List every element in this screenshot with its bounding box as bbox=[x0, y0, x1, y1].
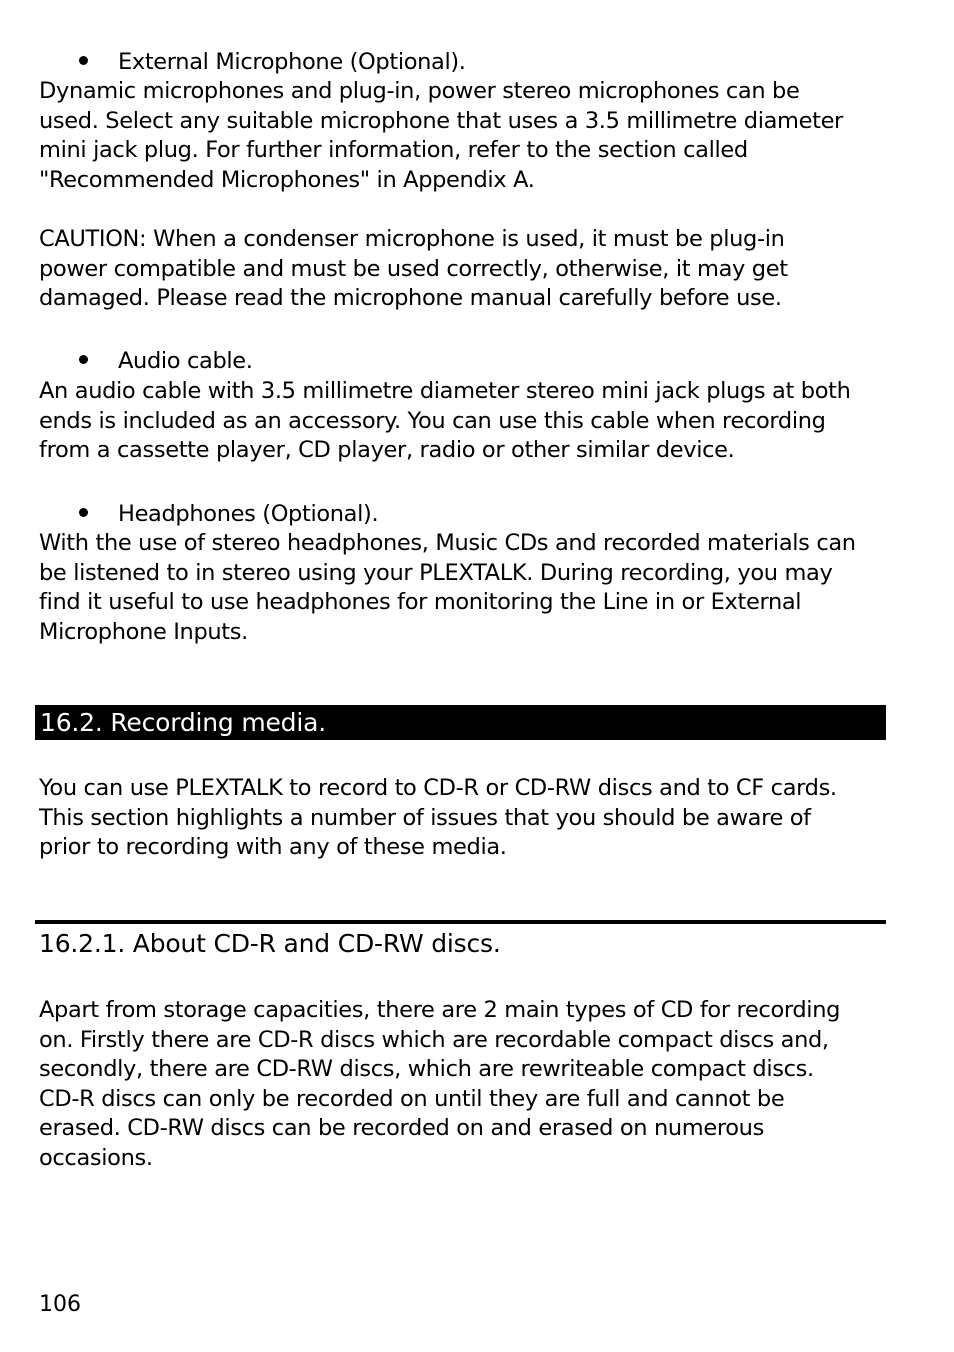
bullet-icon bbox=[79, 508, 88, 517]
page-number: 106 bbox=[39, 1292, 81, 1317]
text-line: Microphone Inputs. bbox=[39, 618, 248, 645]
text-line: secondly, there are CD-RW discs, which are rewriteable compact discs. bbox=[39, 1056, 814, 1082]
text-line: power compatible and must be used correctly, otherwise, it may get bbox=[39, 255, 788, 282]
subsection-paragraph bbox=[39, 996, 887, 1173]
text-line: from a cassette player, CD player, radio or other similar device. bbox=[39, 437, 735, 463]
text-line: CD-R discs can only be recorded on until they are full and cannot be bbox=[39, 1085, 785, 1112]
text-line: damaged. Please read the microphone manual carefully before use. bbox=[39, 285, 782, 311]
text-line: CAUTION: When a condenser microphone is used, it must be plug-in bbox=[39, 226, 785, 252]
text-line: on. Firstly there are CD-R discs which are recordable compact discs and, bbox=[39, 1026, 829, 1053]
text-line: With the use of stereo headphones, Music CDs and recorded materials can bbox=[39, 530, 856, 556]
bullet-icon bbox=[79, 355, 88, 364]
paragraph-external-microphone bbox=[39, 77, 887, 195]
text-line: ends is included as an accessory. You can use this cable when recording bbox=[39, 407, 826, 434]
bullet-label: External Microphone (Optional). bbox=[118, 49, 466, 75]
paragraph-audio-cable bbox=[39, 377, 887, 466]
text-line: Dynamic microphones and plug-in, power stereo microphones can be bbox=[39, 78, 800, 104]
paragraph-headphones bbox=[39, 529, 887, 647]
text-line: erased. CD-RW discs can be recorded on and erased on numerous bbox=[39, 1115, 764, 1141]
text-line: You can use PLEXTALK to record to CD-R or CD-RW discs and to CF cards. bbox=[39, 775, 837, 801]
bullet-label: Audio cable. bbox=[118, 348, 253, 374]
bullet-label: Headphones (Optional). bbox=[118, 501, 379, 527]
text-line: This section highlights a number of issues that you should be aware of bbox=[39, 804, 811, 831]
text-line: An audio cable with 3.5 millimetre diameter stereo mini jack plugs at both bbox=[39, 378, 851, 404]
text-line: used. Select any suitable microphone that uses a 3.5 millimetre diameter bbox=[39, 107, 843, 134]
section-intro-paragraph bbox=[39, 774, 887, 863]
bullet-item-headphones bbox=[79, 500, 378, 530]
subsection-heading: 16.2.1. About CD-R and CD-RW discs. bbox=[39, 929, 501, 958]
bullet-item-audio-cable bbox=[79, 347, 253, 377]
text-line: Apart from storage capacities, there are 2 main types of CD for recording bbox=[39, 997, 841, 1023]
text-line: find it useful to use headphones for monitoring the Line in or External bbox=[39, 589, 802, 615]
caution-paragraph bbox=[39, 225, 887, 314]
text-line: prior to recording with any of these media. bbox=[39, 834, 507, 860]
section-heading-bar bbox=[35, 705, 886, 740]
text-line: "Recommended Microphones" in Appendix A. bbox=[39, 166, 535, 193]
bullet-icon bbox=[79, 56, 88, 65]
subsection-divider bbox=[35, 920, 886, 924]
text-line: be listened to in stereo using your PLEXTALK. During recording, you may bbox=[39, 559, 833, 586]
text-line: mini jack plug. For further information, refer to the section called bbox=[39, 137, 748, 163]
section-heading: 16.2. Recording media. bbox=[40, 708, 326, 737]
text-line: occasions. bbox=[39, 1144, 153, 1171]
bullet-item-external-microphone bbox=[79, 48, 466, 78]
